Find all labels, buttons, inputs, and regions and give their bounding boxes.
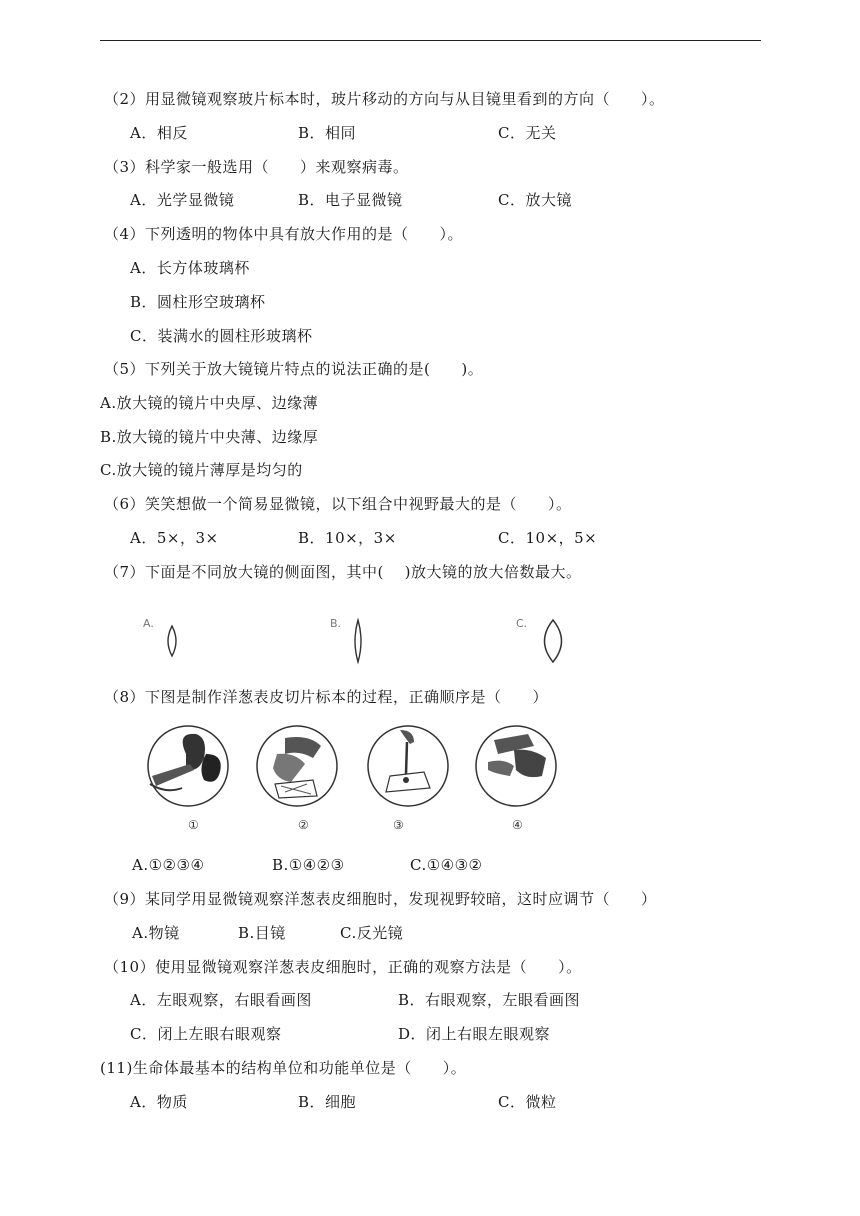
question-4-option-a: A．长方体玻璃杯 xyxy=(130,259,250,277)
question-9-option-c: C.反光镜 xyxy=(340,924,404,942)
question-3-option-b: B．电子显微镜 xyxy=(298,191,403,209)
question-3-option-c: C．放大镜 xyxy=(498,191,572,209)
step-3-dropper-icon xyxy=(366,724,450,808)
question-6-stem: （6）笑笑想做一个简易显微镜，以下组合中视野最大的是（ ）。 xyxy=(104,495,572,513)
question-8-option-b: B.①④②③ xyxy=(272,856,345,874)
question-6-option-c: C．10×，5× xyxy=(498,529,598,547)
question-8-stem: （8）下图是制作洋葱表皮切片标本的过程，正确顺序是（ ） xyxy=(104,688,549,706)
lens-label-c: C. xyxy=(516,617,528,630)
question-6-option-a: A．5×，3× xyxy=(130,529,219,547)
question-10-option-d: D．闭上右眼左眼观察 xyxy=(398,1025,551,1043)
question-9-stem: （9）某同学用显微镜观察洋葱表皮细胞时，发现视野较暗，这时应调节（ ） xyxy=(104,890,657,908)
question-10-option-a: A．左眼观察，右眼看画图 xyxy=(130,991,312,1009)
question-8-option-c: C.①④③② xyxy=(410,856,483,874)
lens-a-icon xyxy=(160,624,184,658)
question-11-option-a: A．物质 xyxy=(130,1093,188,1111)
question-11-option-b: B．细胞 xyxy=(298,1093,357,1111)
step-1-label: ① xyxy=(188,818,199,832)
lens-label-b: B. xyxy=(330,617,342,630)
question-4-option-b: B．圆柱形空玻璃杯 xyxy=(130,293,266,311)
step-2-tweezers-icon xyxy=(255,724,339,808)
question-2-option-b: B．相同 xyxy=(298,124,357,142)
question-11-option-c: C．微粒 xyxy=(498,1093,557,1111)
lens-b-icon xyxy=(346,618,370,664)
question-7-stem: （7）下面是不同放大镜的侧面图，其中( )放大镜的放大倍数最大。 xyxy=(104,563,582,581)
question-6-option-b: B．10×，3× xyxy=(298,529,397,547)
question-4-option-c: C．装满水的圆柱形玻璃杯 xyxy=(130,327,313,345)
header-rule xyxy=(100,40,761,41)
question-10-option-b: B．右眼观察，左眼看画图 xyxy=(398,991,581,1009)
question-2-stem: （2）用显微镜观察玻片标本时，玻片移动的方向与从目镜里看到的方向（ ）。 xyxy=(104,90,665,108)
question-2-option-a: A．相反 xyxy=(130,124,188,142)
step-4-cover-slip-icon xyxy=(474,724,558,808)
question-5-stem: （5）下列关于放大镜镜片特点的说法正确的是( )。 xyxy=(104,360,484,378)
question-10-stem: （10）使用显微镜观察洋葱表皮细胞时，正确的观察方法是（ ）。 xyxy=(104,958,582,976)
question-10-option-c: C．闭上左眼右眼观察 xyxy=(130,1025,282,1043)
step-4-label: ④ xyxy=(512,818,523,832)
step-2-label: ② xyxy=(298,818,309,832)
question-3-option-a: A．光学显微镜 xyxy=(130,191,235,209)
step-1-onion-icon xyxy=(146,724,230,808)
question-8-option-a: A.①②③④ xyxy=(132,856,205,874)
question-5-option-b: B.放大镜的镜片中央薄、边缘厚 xyxy=(100,428,319,446)
question-9-option-b: B.目镜 xyxy=(238,924,286,942)
question-4-stem: （4）下列透明的物体中具有放大作用的是（ ）。 xyxy=(104,225,464,243)
lens-c-icon xyxy=(536,618,570,664)
question-5-option-a: A.放大镜的镜片中央厚、边缘薄 xyxy=(100,394,319,412)
step-3-label: ③ xyxy=(393,818,404,832)
lens-label-a: A. xyxy=(143,617,154,630)
question-5-option-c: C.放大镜的镜片薄厚是均匀的 xyxy=(100,461,303,479)
question-9-option-a: A.物镜 xyxy=(132,924,180,942)
question-2-option-c: C．无关 xyxy=(498,124,557,142)
question-11-stem: (11)生命体最基本的结构单位和功能单位是（ ）。 xyxy=(100,1059,467,1077)
question-3-stem: （3）科学家一般选用（ ）来观察病毒。 xyxy=(104,158,409,176)
